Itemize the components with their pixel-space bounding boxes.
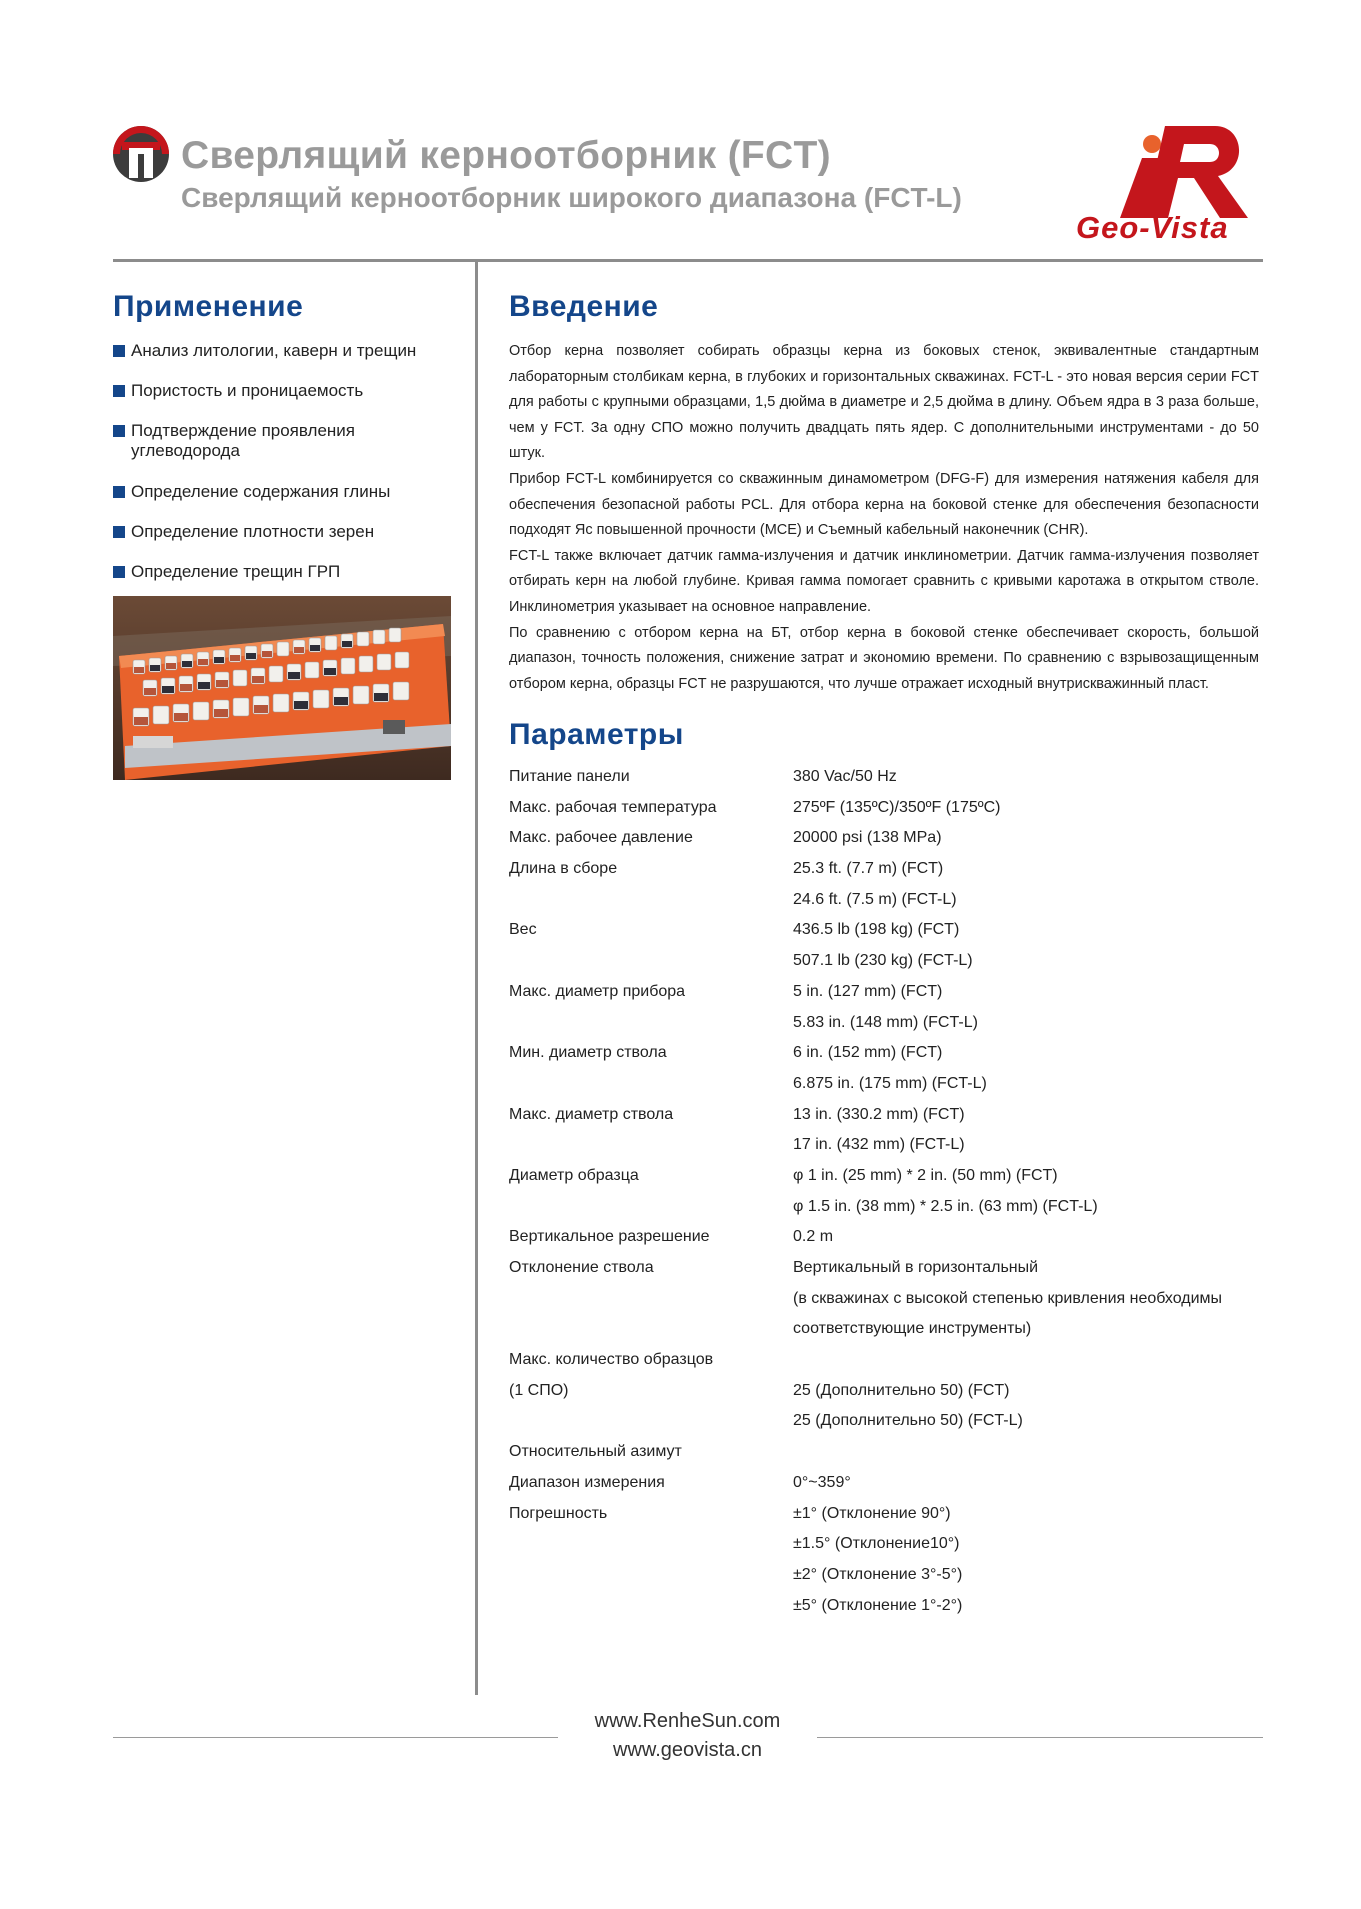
parameter-row <box>509 762 1269 793</box>
parameter-value: φ 1.5 in. (38 mm) * 2.5 in. (63 mm) (FCT-L) <box>793 1197 1098 1215</box>
introduction-body <box>509 339 1259 697</box>
introduction-paragraph: Прибор FCT-L комбинируется со скважинным динамометром (DFG-F) для измерения натяжения кабеля для обеспечения безопасной работы PCL. Для отбора керна на боковой стенке для обеспечения безопасности подходят Яс повышенной прочности (MCE) и Съемный кабельный наконечник (CHR). <box>509 470 1259 539</box>
parameter-row <box>509 1161 1269 1192</box>
parameter-label: Относительный азимут <box>509 1443 682 1461</box>
parameter-row <box>509 1499 1269 1530</box>
parameter-label: Макс. диаметр ствола <box>509 1105 674 1123</box>
introduction-paragraph: По сравнению с отбором керна на БТ, отбор керна в боковой стенке обеспечивает скорость, большой диапазон, точность положения, снижение затрат и экономию времени. По сравнению с взрывозащищенным отбором керна, образцы FCT не разрушаются, что лучше отражает исходный внутрискважинный пласт. <box>509 624 1259 692</box>
parameter-label: Погрешность <box>509 1504 608 1522</box>
parameter-value: ±2° (Отклонение 3°-5°) <box>793 1565 963 1583</box>
parameter-value: 20000 psi (138 MPa) <box>793 829 942 847</box>
list-item-label: Определение плотности зерен <box>131 522 375 541</box>
parameter-value: 0.2 m <box>793 1228 834 1246</box>
parameter-row <box>509 915 1269 946</box>
footer-link-renhesun[interactable]: www.RenheSun.com <box>594 1710 781 1732</box>
parameter-label: Вес <box>509 921 537 939</box>
square-bullet-icon <box>113 385 125 397</box>
parameter-row <box>509 1437 1269 1468</box>
parameter-row <box>509 1192 1269 1223</box>
parameter-row <box>509 1222 1269 1253</box>
parameter-value: 5 in. (127 mm) (FCT) <box>793 982 943 1000</box>
parameter-label: Мин. диаметр ствола <box>509 1044 667 1062</box>
parameter-value: 6 in. (152 mm) (FCT) <box>793 1044 943 1062</box>
square-bullet-icon <box>113 486 125 498</box>
parameter-value: 17 in. (432 mm) (FCT-L) <box>793 1136 965 1154</box>
footer-link-geovista[interactable]: www.geovista.cn <box>613 1739 762 1761</box>
parameter-row <box>509 793 1269 824</box>
parameter-value: (в скважинах с высокой степенью кривления необходимы <box>793 1289 1223 1307</box>
square-bullet-icon <box>113 425 125 437</box>
parameter-row <box>509 823 1269 854</box>
parameter-value: 0°~359° <box>793 1473 851 1491</box>
parameter-row <box>509 1406 1269 1437</box>
parameter-label: Отклонение ствола <box>509 1259 654 1276</box>
parameter-value: 25 (Дополнительно 50) (FCT) <box>793 1381 1010 1399</box>
parameter-row <box>509 1253 1269 1284</box>
parameter-label: Питание панели <box>509 768 630 785</box>
introduction-heading: Введение <box>509 290 659 323</box>
parameter-row <box>509 1130 1269 1161</box>
parameter-value: ±1° (Отклонение 90°) <box>793 1504 951 1522</box>
parameter-value: Вертикальный в горизонтальный <box>793 1259 1039 1276</box>
parameter-row <box>509 1314 1269 1345</box>
parameter-label: Диаметр образца <box>509 1166 639 1184</box>
introduction-paragraph: Отбор керна позволяет собирать образцы керна из боковых стенок, эквивалентные стандартным лабораторным столбикам керна, в глубоких и горизонтальных скважинах. FCT-L - это новая версия серии FCT для работы с крупными образцами, 1,5 дюйма в диаметре и 2,5 дюйма в длину. Объем ядра в 3 раза больше, чем у FCT. За одну СПО можно получить двадцать пять ядер. С дополнительными инструментами - до 50 штук. <box>509 343 1259 462</box>
parameter-value: 24.6 ft. (7.5 m) (FCT-L) <box>793 890 957 908</box>
parameter-row <box>509 977 1269 1008</box>
page-title: Сверлящий керноотборник (FCT) <box>181 134 831 177</box>
applications-heading: Применение <box>113 290 304 323</box>
parameter-row <box>509 1376 1269 1407</box>
parameter-value: 275ºF (135ºC)/350ºF (175ºC) <box>793 798 1001 816</box>
list-item-label: Пористость и проницаемость <box>131 381 364 400</box>
parameter-row <box>509 1560 1269 1591</box>
list-item <box>113 562 463 582</box>
list-item <box>113 522 463 542</box>
renhesun-logo-icon <box>112 124 170 184</box>
parameter-row <box>509 1468 1269 1499</box>
square-bullet-icon <box>113 526 125 538</box>
parameter-value: φ 1 in. (25 mm) * 2 in. (50 mm) (FCT) <box>793 1166 1058 1184</box>
parameter-label: Макс. рабочая температура <box>509 798 717 816</box>
parameter-label: Макс. рабочее давление <box>509 829 693 847</box>
parameter-value: 380 Vac/50 Hz <box>793 768 897 785</box>
parameter-value: 25.3 ft. (7.7 m) (FCT) <box>793 860 944 878</box>
square-bullet-icon <box>113 566 125 578</box>
header-divider <box>113 259 1263 262</box>
parameter-label: Длина в сборе <box>509 860 618 878</box>
list-item <box>113 482 463 502</box>
parameter-row <box>509 1008 1269 1039</box>
parameter-row <box>509 1038 1269 1069</box>
parameter-row <box>509 854 1269 885</box>
column-divider <box>475 261 478 1695</box>
parameter-value: 507.1 lb (230 kg) (FCT-L) <box>793 952 973 970</box>
list-item <box>113 421 401 461</box>
parameter-row <box>509 1529 1269 1560</box>
parameters-heading: Параметры <box>509 718 684 751</box>
list-item-label: Определение трещин ГРП <box>131 562 341 581</box>
brand-name: Geo-Vista <box>1076 210 1229 245</box>
applications-list <box>113 341 463 582</box>
footer-divider <box>113 1737 558 1738</box>
parameter-label: Макс. количество образцов <box>509 1351 714 1369</box>
parameters-table <box>509 762 1269 1621</box>
footer-divider <box>817 1737 1263 1738</box>
square-bullet-icon <box>113 345 125 357</box>
list-item <box>113 341 463 361</box>
parameter-value: 436.5 lb (198 kg) (FCT) <box>793 921 960 939</box>
parameter-row <box>509 1069 1269 1100</box>
parameter-value: соответствующие инструменты) <box>793 1320 1032 1338</box>
parameter-label: Макс. диаметр прибора <box>509 982 686 1000</box>
parameter-label: (1 СПО) <box>509 1381 569 1399</box>
parameter-label: Вертикальное разрешение <box>509 1228 710 1246</box>
parameter-label: Диапазон измерения <box>509 1473 665 1491</box>
list-item-label: Подтверждение проявления углеводорода <box>131 421 355 460</box>
list-item-label: Анализ литологии, каверн и трещин <box>131 341 417 360</box>
parameter-value: 6.875 in. (175 mm) (FCT-L) <box>793 1074 987 1092</box>
list-item-label: Определение содержания глины <box>131 482 391 501</box>
parameter-row <box>509 946 1269 977</box>
list-item <box>113 381 463 401</box>
parameter-row <box>509 885 1269 916</box>
parameter-value: ±1.5° (Отклонение10°) <box>793 1535 960 1553</box>
page-subtitle: Сверлящий керноотборник широкого диапазона (FCT-L) <box>181 182 962 213</box>
core-samples-photo <box>113 596 451 780</box>
parameter-value: 5.83 in. (148 mm) (FCT-L) <box>793 1013 978 1031</box>
parameter-value: ±5° (Отклонение 1°-2°) <box>793 1596 963 1614</box>
parameter-row <box>509 1100 1269 1131</box>
introduction-paragraph: FCT-L также включает датчик гамма-излучения и датчик инклинометрии. Датчик гамма-излучения позволяет отбирать керн на любой глубине. Кривая гамма помогает сравнить с кривыми каротажа в открытом стволе. Инклинометрия указывает на основное направление. <box>509 547 1259 615</box>
parameter-value: 13 in. (330.2 mm) (FCT) <box>793 1105 965 1123</box>
parameter-row <box>509 1591 1269 1622</box>
parameter-row <box>509 1345 1269 1376</box>
parameter-value: 25 (Дополнительно 50) (FCT-L) <box>793 1412 1023 1430</box>
parameter-row <box>509 1284 1269 1315</box>
